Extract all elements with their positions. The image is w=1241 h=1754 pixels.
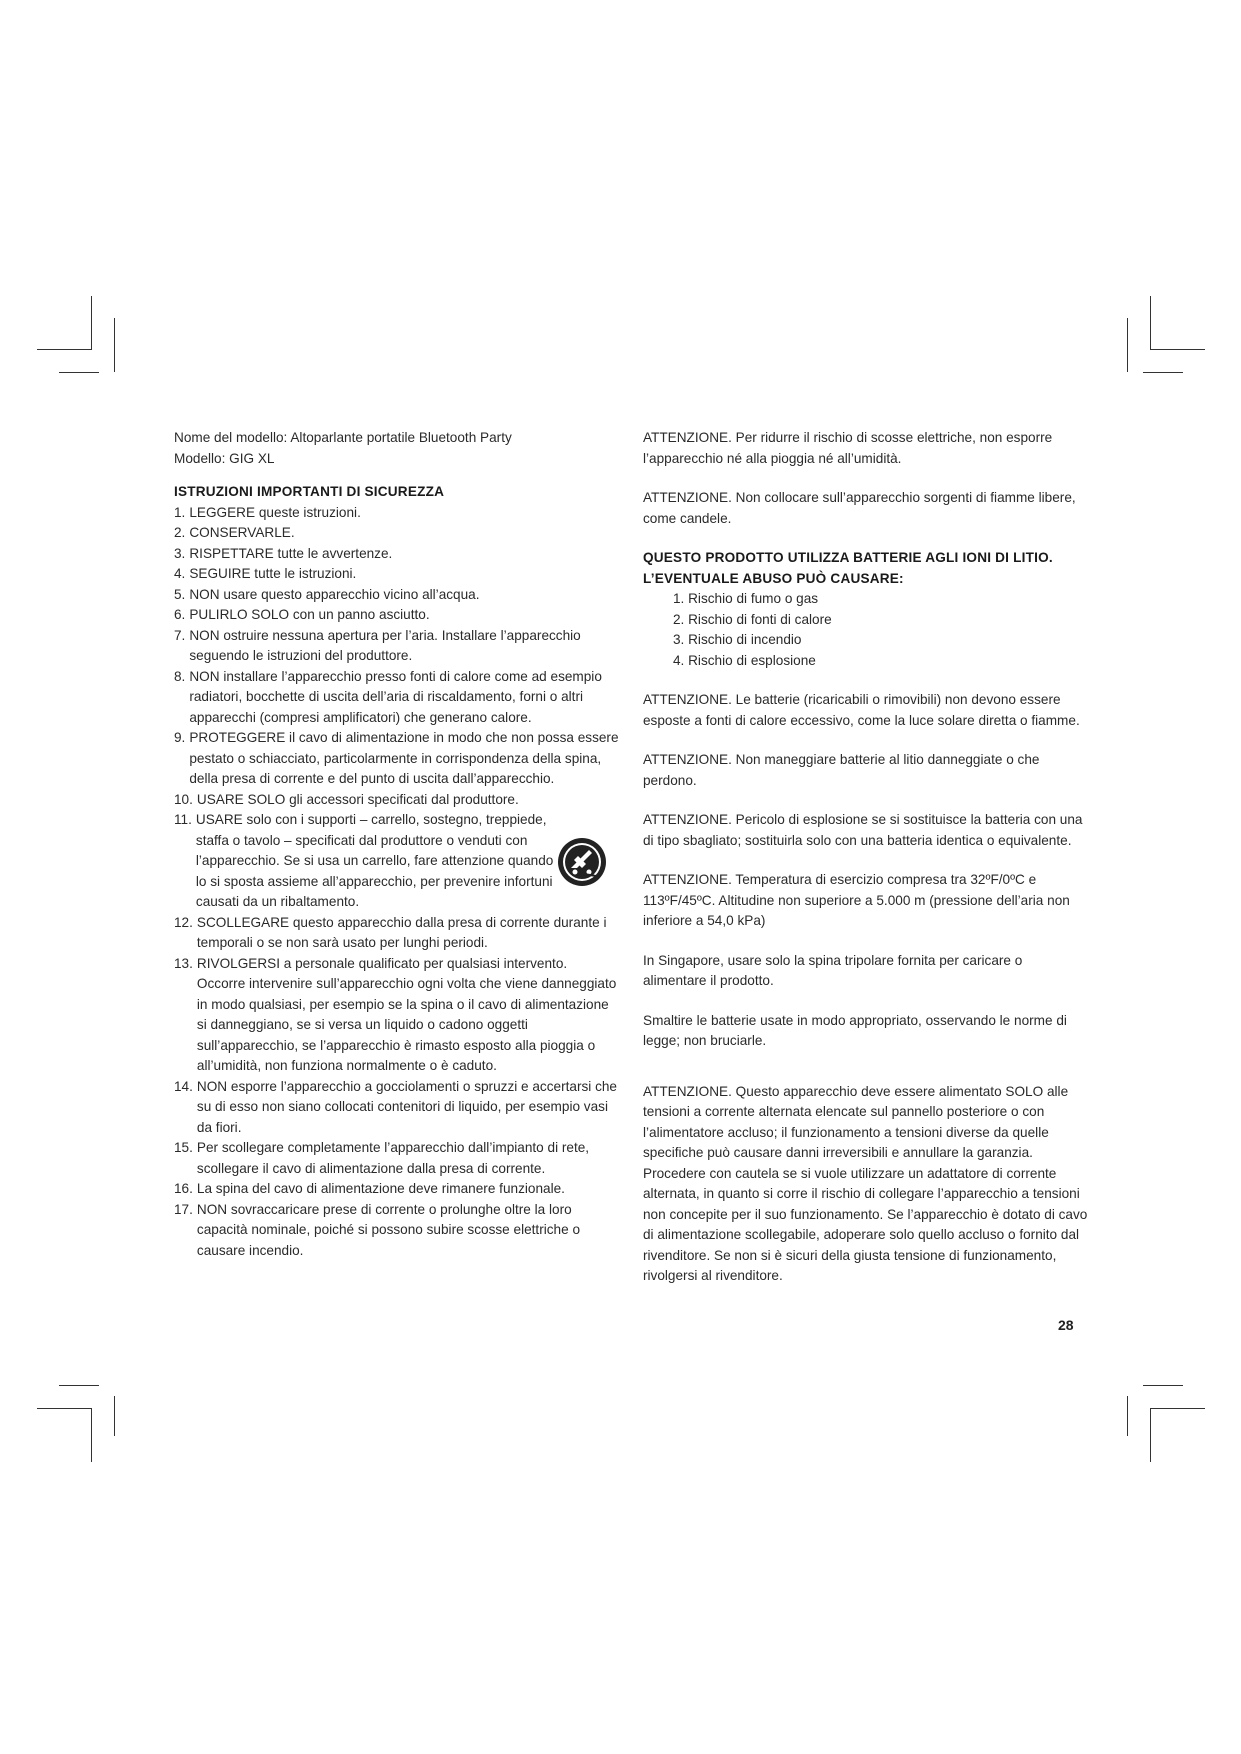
cart-tipover-warning-icon <box>556 836 608 888</box>
safety-item-6: 6. PULIRLO SOLO con un panno asciutto. <box>174 607 430 622</box>
safety-item-13: 13. RIVOLGERSI a personale qualificato per qualsiasi intervento. Occorre intervenire sull’apparecchio ogni volta che viene danneggiato in modo qualsiasi, per esempio se la spina o il cavo di alimentazione si danneggiano, se si versa un liquido o cadono oggetti sull’apparecchio, se l’apparecchio è rimasto esposto alla pioggia o all’umidità, non funziona normalmente o è caduto. <box>174 955 617 1073</box>
safety-item-7: 7. NON ostruire nessuna apertura per l’aria. Installare l’apparecchio seguendo le istruzioni del produttore. <box>174 627 581 663</box>
safety-item-17: 17. NON sovraccaricare prese di corrente o prolunghe oltre la loro capacità nominale, poiché si possono subire scosse elettriche o causare incendio. <box>174 1201 581 1258</box>
risk-item-2: 2. Rischio di fonti di calore <box>673 611 832 627</box>
model-number: Modello: GIG XL <box>174 450 275 466</box>
safety-item-3: 3. RISPETTARE tutte le avvertenze. <box>174 545 393 561</box>
left-column <box>174 428 619 1261</box>
safety-title: ISTRUZIONI IMPORTANTI DI SICUREZZA <box>174 484 445 499</box>
safety-item-10: 10. USARE SOLO gli accessori specificati dal produttore. <box>174 791 519 807</box>
warning-electric-shock: ATTENZIONE. Per ridurre il rischio di scosse elettriche, non esporre l’apparecchio né alla pioggia né all’umidità. <box>643 430 1053 466</box>
lithium-title-line2: L’EVENTUALE ABUSO PUÒ CAUSARE: <box>643 570 904 586</box>
safety-item-9: 9. PROTEGGERE il cavo di alimentazione in modo che non possa essere pestato o schiacciato, particolarmente in corrispondenza della spina, della presa di corrente e del punto di uscita dall’apparecchio. <box>174 730 619 786</box>
warning-battery-heat: ATTENZIONE. Le batterie (ricaricabili o rimovibili) non devono essere esposte a fonti di calore eccessivo, come la luce solare diretta o fiamme. <box>643 692 1080 728</box>
safety-item-4: 4. SEGUIRE tutte le istruzioni. <box>174 566 357 581</box>
safety-item-15: 15. Per scollegare completamente l’apparecchio dall’impianto di rete, scollegare il cavo di alimentazione dalla presa di corrente. <box>174 1140 590 1176</box>
safety-item-2: 2. CONSERVARLE. <box>174 525 295 540</box>
singapore-plug-note: In Singapore, usare solo la spina tripolare fornita per caricare o alimentare il prodotto. <box>643 952 1023 988</box>
risk-item-3: 3. Rischio di incendio <box>673 632 802 647</box>
safety-item-16: 16. La spina del cavo di alimentazione deve rimanere funzionale. <box>174 1181 565 1196</box>
safety-item-5: 5. NON usare questo apparecchio vicino all’acqua. <box>174 586 480 602</box>
battery-disposal-note: Smaltire le batterie usate in modo appropriato, osservando le norme di legge; non bruciarle. <box>643 1012 1067 1048</box>
safety-item-12: 12. SCOLLEGARE questo apparecchio dalla presa di corrente durante i temporali o se non sarà usato per lunghi periodi. <box>174 914 607 950</box>
lithium-risk-list <box>673 589 1088 671</box>
risk-item-4: 4. Rischio di esplosione <box>673 652 816 668</box>
warning-power-supply: ATTENZIONE. Questo apparecchio deve essere alimentato SOLO alle tensioni a corrente alternata elencate sul pannello posteriore o con l’alimentatore accluso; il funzionamento a tensioni diverse da quelle specifiche può causare danni irreversibili e annullare la garanzia. Procedere con cautela se si vuole utilizzare un adattatore di corrente alternata, in quanto si corre il rischio di collegare l’apparecchio a tensioni non concepite per il suo funzionamento. Se l’apparecchio è dotato di cavo di alimentazione scollegabile, adoperare solo quello accluso o fornito dal rivenditore. Se non si è sicuri della giusta tensione di funzionamento, rivolgersi al rivenditore. <box>643 1083 1088 1283</box>
safety-item-11: 11. USARE solo con i supporti – carrello, sostegno, treppiede, staffa o tavolo – specificati dal produttore o venduti con l’apparecchio. Se si usa un carrello, fare attenzione quando lo si sposta assieme all’apparecchio, per prevenire infortuni causati da un ribaltamento. <box>174 812 554 909</box>
risk-item-1: 1. Rischio di fumo o gas <box>673 591 819 606</box>
warning-open-flames: ATTENZIONE. Non collocare sull’apparecchio sorgenti di fiamme libere, come candele. <box>643 490 1076 526</box>
safety-item-14: 14. NON esporre l’apparecchio a gocciolamenti o spruzzi e accertarsi che su di esso non siano collocati contenitori di liquido, per esempio vasi da fiori. <box>174 1078 617 1135</box>
safety-list <box>174 503 619 1262</box>
model-name: Nome del modello: Altoparlante portatile Bluetooth Party <box>174 430 512 445</box>
warning-operating-temperature: ATTENZIONE. Temperatura di esercizio compresa tra 32ºF/0ºC e 113ºF/45ºC. Altitudine non superiore a 5.000 m (pressione dell’aria non inferiore a 54,0 kPa) <box>643 872 1070 928</box>
page-number: 28 <box>1058 1317 1074 1333</box>
warning-damaged-battery: ATTENZIONE. Non maneggiare batterie al litio danneggiate o che perdono. <box>643 752 1040 788</box>
safety-item-8: 8. NON installare l’apparecchio presso fonti di calore come ad esempio radiatori, bocchette di uscita dell’aria di riscaldamento, forni o altri apparecchi (compresi amplificatori) che generano calore. <box>174 668 602 725</box>
safety-item-1: 1. LEGGERE queste istruzioni. <box>174 504 361 520</box>
right-column <box>643 428 1088 1306</box>
warning-battery-replacement: ATTENZIONE. Pericolo di esplosione se si sostituisce la batteria con una di tipo sbagliato; sostituirla solo con una batteria identica o equivalente. <box>643 812 1083 848</box>
lithium-title-line1: QUESTO PRODOTTO UTILIZZA BATTERIE AGLI IONI DI LITIO. <box>643 550 1053 565</box>
